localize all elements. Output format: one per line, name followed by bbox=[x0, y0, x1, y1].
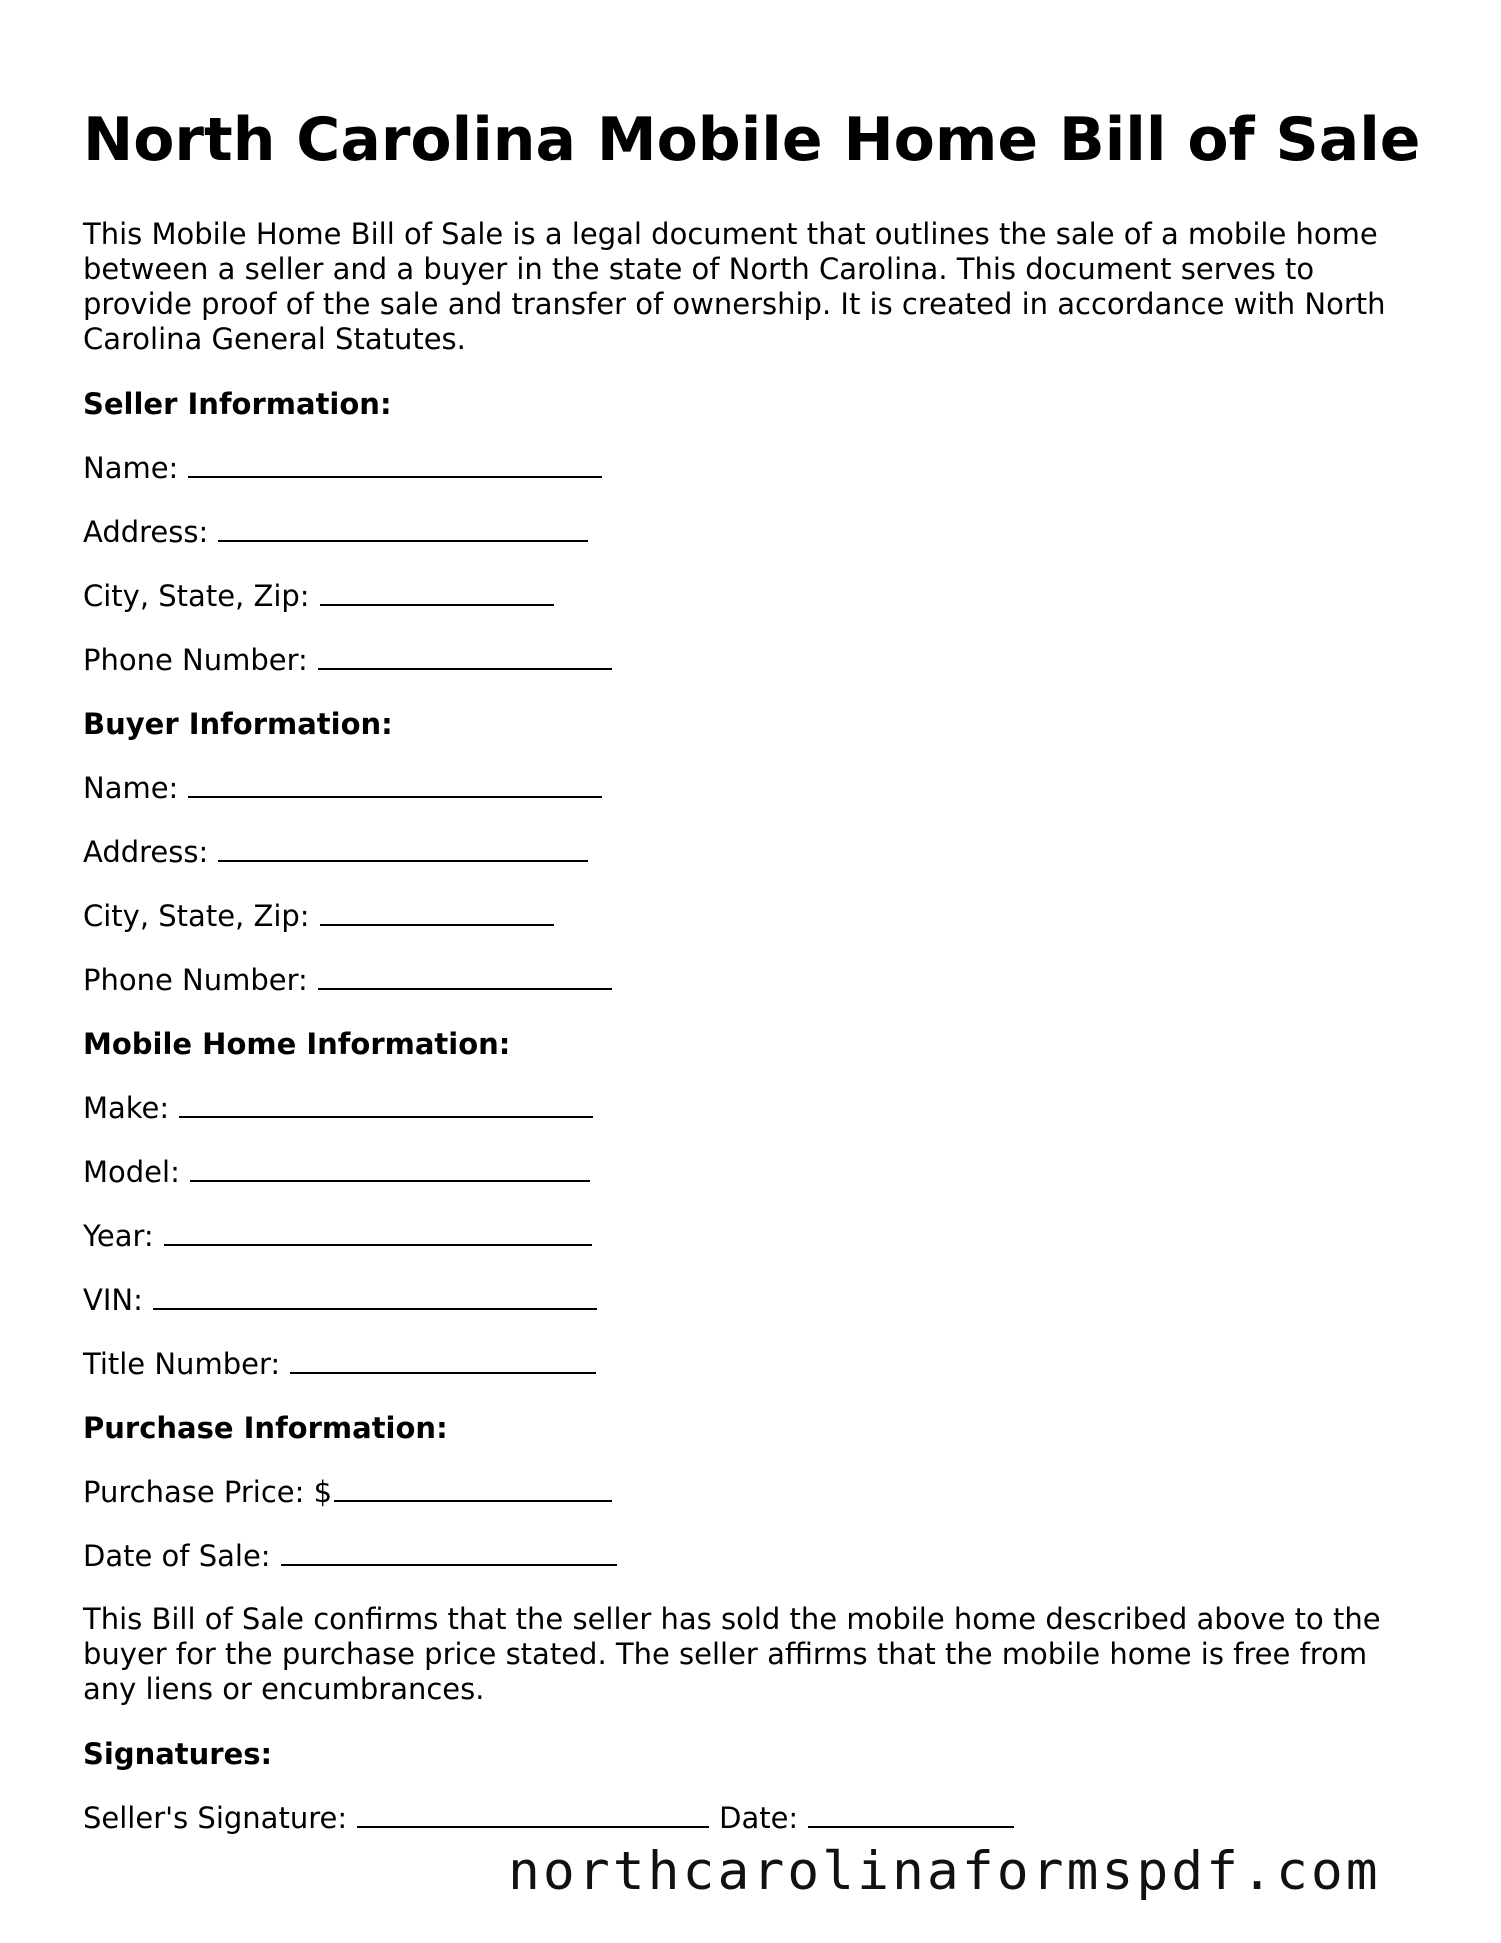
seller-phone-blank[interactable] bbox=[318, 646, 612, 670]
buyer-section-heading: Buyer Information: bbox=[83, 707, 393, 741]
buyer-city-blank[interactable] bbox=[320, 902, 554, 926]
site-watermark: northcarolinaformspdf.com bbox=[508, 1841, 1381, 1902]
buyer-address-blank[interactable] bbox=[218, 838, 588, 862]
signature-date-label: Date: bbox=[719, 1801, 799, 1835]
home-title-number-blank[interactable] bbox=[290, 1350, 596, 1374]
intro-paragraph: This Mobile Home Bill of Sale is a legal document that outlines the sale of a mobile home between a seller and a buyer in the state of North Carolina. This document serves to provide proof of the sale and transfer of ownership. It is created in accordance with North Carolina General Statutes. bbox=[83, 217, 1386, 356]
home-year-blank[interactable] bbox=[164, 1222, 592, 1246]
buyer-phone-label: Phone Number: bbox=[83, 963, 308, 997]
buyer-name-label: Name: bbox=[83, 771, 179, 805]
date-of-sale-blank[interactable] bbox=[281, 1542, 617, 1566]
home-vin-label: VIN: bbox=[83, 1283, 143, 1317]
seller-city-field bbox=[83, 578, 554, 614]
home-title-number-label: Title Number: bbox=[83, 1347, 281, 1381]
date-of-sale-label: Date of Sale: bbox=[83, 1539, 271, 1573]
seller-name-blank[interactable] bbox=[188, 454, 602, 478]
home-make-label: Make: bbox=[83, 1091, 170, 1125]
date-of-sale-field bbox=[83, 1538, 617, 1574]
buyer-phone-field bbox=[83, 962, 612, 998]
purchase-section-heading: Purchase Information: bbox=[83, 1411, 448, 1445]
seller-signature-label: Seller's Signature: bbox=[83, 1801, 348, 1835]
home-model-field bbox=[83, 1154, 590, 1190]
buyer-address-label: Address: bbox=[83, 835, 209, 869]
seller-name-label: Name: bbox=[83, 451, 179, 485]
seller-signature-field bbox=[83, 1800, 1014, 1836]
buyer-phone-blank[interactable] bbox=[318, 966, 612, 990]
home-title-number-field bbox=[83, 1346, 596, 1382]
purchase-price-label: Purchase Price: $ bbox=[83, 1475, 333, 1509]
buyer-name-field bbox=[83, 770, 602, 806]
seller-city-blank[interactable] bbox=[320, 582, 554, 606]
home-vin-blank[interactable] bbox=[153, 1286, 597, 1310]
buyer-city-label: City, State, Zip: bbox=[83, 899, 310, 933]
buyer-name-blank[interactable] bbox=[188, 774, 602, 798]
seller-address-blank[interactable] bbox=[218, 518, 588, 542]
closing-paragraph: This Bill of Sale confirms that the seller has sold the mobile home described above to the buyer for the purchase price stated. The seller affirms that the mobile home is free from any liens or encumbrances. bbox=[83, 1602, 1381, 1706]
purchase-price-blank[interactable] bbox=[334, 1478, 612, 1502]
home-year-label: Year: bbox=[83, 1219, 154, 1253]
home-vin-field bbox=[83, 1282, 597, 1318]
seller-name-field bbox=[83, 450, 602, 486]
purchase-price-field bbox=[83, 1474, 612, 1510]
home-model-blank[interactable] bbox=[190, 1158, 590, 1182]
seller-phone-field bbox=[83, 642, 612, 678]
home-section-heading: Mobile Home Information: bbox=[83, 1027, 511, 1061]
home-year-field bbox=[83, 1218, 592, 1254]
buyer-city-field bbox=[83, 898, 554, 934]
document-title: North Carolina Mobile Home Bill of Sale bbox=[83, 105, 1421, 175]
seller-phone-label: Phone Number: bbox=[83, 643, 308, 677]
home-model-label: Model: bbox=[83, 1155, 180, 1189]
home-make-blank[interactable] bbox=[179, 1094, 593, 1118]
seller-section-heading: Seller Information: bbox=[83, 387, 392, 421]
seller-address-label: Address: bbox=[83, 515, 209, 549]
signatures-section-heading: Signatures: bbox=[83, 1737, 273, 1771]
seller-city-label: City, State, Zip: bbox=[83, 579, 310, 613]
buyer-address-field bbox=[83, 834, 588, 870]
home-make-field bbox=[83, 1090, 593, 1126]
signature-date-blank[interactable] bbox=[808, 1804, 1014, 1828]
seller-address-field bbox=[83, 514, 588, 550]
seller-signature-blank[interactable] bbox=[357, 1804, 709, 1828]
